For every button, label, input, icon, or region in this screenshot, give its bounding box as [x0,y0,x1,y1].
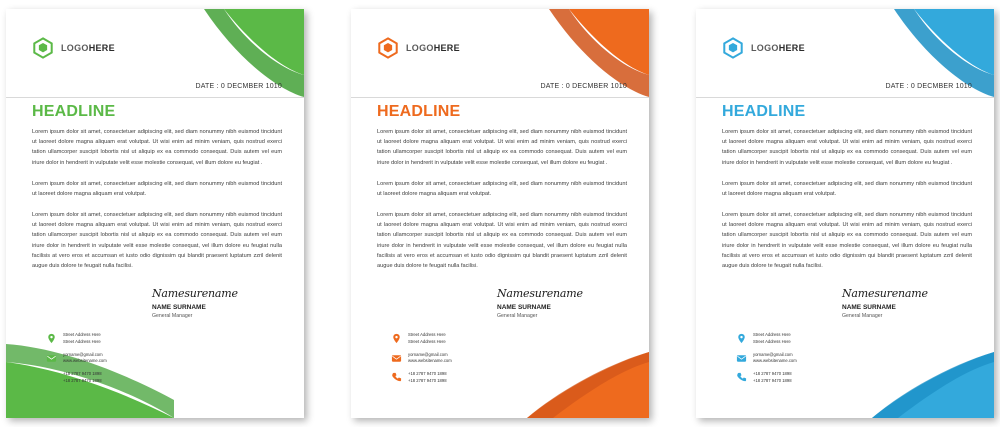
paragraph: Lorem ipsum dolor sit amet, consectetuer adipiscing elit, sed diam nonummy nibh euismod tincidunt ut laoreet dolore magna aliquam erat volutpat. Ut wisi enim ad minim veniam, quis nostrud exerci tation ullamcorper suscipit lobortis nisl ut aliquip ex ea commodo consequat. Duis autem vel eum iriure dolor in hendrerit in vulputate velit esse molestie consequat, vel illum dolore eu feugiat . [377,129,627,166]
header-divider [351,97,649,98]
contact-line: Street Address Here [408,332,446,338]
contact-line: +18 2787 9470 1898 [408,371,447,377]
letterhead-sheet-blue [696,9,994,418]
letterhead-sheet-green [6,9,304,418]
contact-list [736,332,797,384]
signature-role: General Manager [152,313,193,319]
contact-list [46,332,107,384]
logo-text-main: LOGO [61,43,89,53]
location-pin-icon [46,333,57,344]
body-copy [722,127,972,282]
paragraph: Lorem ipsum dolor sit amet, consectetuer adipiscing elit, sed diam nonummy nibh euismod tincidunt ut laoreet dolore magna aliquam erat volutpat. [722,180,972,197]
logo-text-main: LOGO [751,43,779,53]
contact-line: Street Address Here [63,338,101,344]
signature-block [152,287,282,319]
contact-line: www.websitename.com [753,358,797,364]
contact-line: Street Address Here [63,332,101,338]
contact-line: yorname@gmail.com [63,351,103,357]
contact-line: +18 2787 9470 1898 [63,371,102,377]
envelope-icon [46,353,57,364]
contact-phone [391,371,452,384]
signature-name: NAME SURNAME [842,304,896,311]
header-divider [696,97,994,98]
signature-script: Namesurename [152,287,238,300]
contact-address [391,332,452,345]
contact-phone [46,371,107,384]
contact-line: +18 2787 9470 1898 [753,371,792,377]
signature-script: Namesurename [842,287,928,300]
header-divider [6,97,304,98]
contact-line: yorname@gmail.com [753,351,793,357]
bottom-right-decor-shape [509,322,649,418]
contact-email [46,352,107,365]
contact-line: +18 2787 9470 1898 [63,377,102,383]
paragraph: Lorem ipsum dolor sit amet, consectetuer adipiscing elit, sed diam nonummy nibh euismod tincidunt ut laoreet dolore magna aliquam erat volutpat. Ut wisi enim ad minim veniam, quis nostrud exerci tation ullamcorper suscipit lobortis nisl ut aliquip ex ea commodo consequat. Duis autem vel eum iriure dolor in hendrerit in vulputate velit esse molestie consequat, vel illum dolore eu feugiat nulla facilisis at vero eros et accumsan et iusto odio dignissim qui blandit praesent luptatum zzril delenit augue duis dolore te feugait nulla facilisi. [377,212,627,269]
contact-line: www.websitename.com [408,358,452,364]
envelope-icon [736,353,747,364]
contact-phone-text [753,371,792,384]
contact-phone-text [63,371,102,384]
paragraph: Lorem ipsum dolor sit amet, consectetuer adipiscing elit, sed diam nonummy nibh euismod tincidunt ut laoreet dolore magna aliquam erat volutpat. Ut wisi enim ad minim veniam, quis nostrud exerci tation ullamcorper suscipit lobortis nisl ut aliquip ex ea commodo consequat. Duis autem vel eum iriure dolor in hendrerit in vulputate velit esse molestie consequat, vel illum dolore eu feugiat nulla facilisis at vero eros et accumsan et iusto odio dignissim qui blandit praesent luptatum zzril delenit augue duis dolore te feugait nulla facilisi. [722,212,972,269]
body-copy [377,127,627,282]
page-title: HEADLINE [32,103,116,120]
paragraph: Lorem ipsum dolor sit amet, consectetuer adipiscing elit, sed diam nonummy nibh euismod tincidunt ut laoreet dolore magna aliquam erat volutpat. Ut wisi enim ad minim veniam, quis nostrud exerci tation ullamcorper suscipit lobortis nisl ut aliquip ex ea commodo consequat. Duis autem vel eum iriure dolor in hendrerit in vulputate velit esse molestie consequat, vel illum dolore eu feugiat nulla facilisis at vero eros et accumsan et iusto odio dignissim qui blandit praesent luptatum zzril delenit augue duis dolore te feugait nulla facilisi. [32,212,282,269]
page-title: HEADLINE [377,103,461,120]
signature-name: NAME SURNAME [152,304,206,311]
signature-role: General Manager [842,313,883,319]
contact-address-text [63,332,101,345]
phone-icon [736,372,747,383]
contact-email-text [63,352,107,365]
contact-email-text [753,352,797,365]
envelope-icon [391,353,402,364]
logo-text [406,43,460,53]
contact-address [46,332,107,345]
location-pin-icon [736,333,747,344]
signature-block [497,287,627,319]
phone-icon [391,372,402,383]
date-label: DATE : 0 DECMBER 1010 [885,83,972,90]
signature-script: Namesurename [497,287,583,300]
date-label: DATE : 0 DECMBER 1010 [195,83,282,90]
body-copy [32,127,282,282]
bottom-right-decor-shape [854,322,994,418]
location-pin-icon [391,333,402,344]
page-title: HEADLINE [722,103,806,120]
contact-line: www.websitename.com [63,358,107,364]
contact-address-text [408,332,446,345]
signature-name: NAME SURNAME [497,304,551,311]
signature-role: General Manager [497,313,538,319]
paragraph: Lorem ipsum dolor sit amet, consectetuer adipiscing elit, sed diam nonummy nibh euismod tincidunt ut laoreet dolore magna aliquam erat volutpat. [32,180,282,197]
hexagon-logo-icon [377,37,399,59]
signature-block [842,287,972,319]
contact-email [736,352,797,365]
contact-address-text [753,332,791,345]
contact-list [391,332,452,384]
phone-icon [46,372,57,383]
contact-line: Street Address Here [753,332,791,338]
contact-email-text [408,352,452,365]
contact-line: +18 2787 9470 1898 [753,377,792,383]
contact-email [391,352,452,365]
paragraph: Lorem ipsum dolor sit amet, consectetuer adipiscing elit, sed diam nonummy nibh euismod tincidunt ut laoreet dolore magna aliquam erat volutpat. [377,180,627,197]
logo-text [751,43,805,53]
contact-phone-text [408,371,447,384]
logo-block [32,37,115,59]
logo-text-accent: HERE [778,43,805,53]
contact-line: +18 2787 9470 1898 [408,377,447,383]
hexagon-logo-icon [722,37,744,59]
letterhead-sheet-orange [351,9,649,418]
contact-address [736,332,797,345]
paragraph: Lorem ipsum dolor sit amet, consectetuer adipiscing elit, sed diam nonummy nibh euismod tincidunt ut laoreet dolore magna aliquam erat volutpat. Ut wisi enim ad minim veniam, quis nostrud exerci tation ullamcorper suscipit lobortis nisl ut aliquip ex ea commodo consequat. Duis autem vel eum iriure dolor in hendrerit in vulputate velit esse molestie consequat, vel illum dolore eu feugiat . [722,129,972,166]
paragraph: Lorem ipsum dolor sit amet, consectetuer adipiscing elit, sed diam nonummy nibh euismod tincidunt ut laoreet dolore magna aliquam erat volutpat. Ut wisi enim ad minim veniam, quis nostrud exerci tation ullamcorper suscipit lobortis nisl ut aliquip ex ea commodo consequat. Duis autem vel eum iriure dolor in hendrerit in vulputate velit esse molestie consequat, vel illum dolore eu feugiat . [32,129,282,166]
contact-phone [736,371,797,384]
logo-text-accent: HERE [433,43,460,53]
logo-text-accent: HERE [88,43,115,53]
logo-block [722,37,805,59]
date-label: DATE : 0 DECMBER 1010 [540,83,627,90]
contact-line: Street Address Here [753,338,791,344]
contact-line: yorname@gmail.com [408,351,448,357]
hexagon-logo-icon [32,37,54,59]
contact-line: Street Address Here [408,338,446,344]
logo-text [61,43,115,53]
logo-text-main: LOGO [406,43,434,53]
logo-block [377,37,460,59]
